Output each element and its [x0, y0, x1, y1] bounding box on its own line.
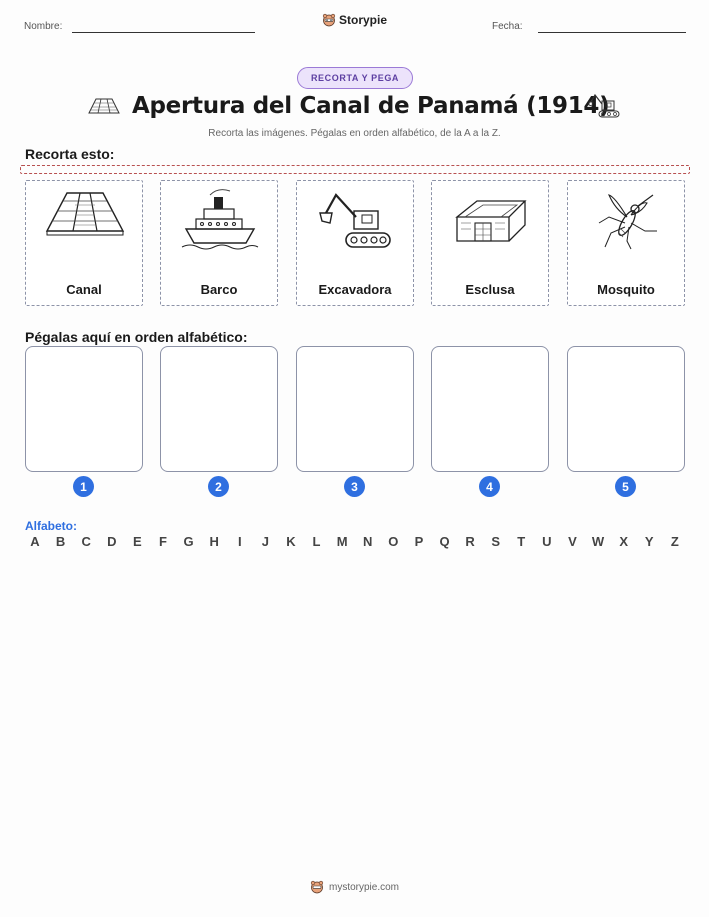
alphabet-letter: B — [55, 534, 66, 549]
name-field[interactable] — [72, 32, 255, 33]
name-label: Nombre: — [24, 21, 63, 32]
paste-section-label: Pégalas aquí en orden alfabético: — [25, 329, 248, 345]
alphabet-letter: N — [363, 534, 373, 549]
alphabet-letter: L — [312, 534, 321, 549]
brand-name: Storypie — [339, 13, 388, 27]
alphabet-letter: R — [465, 534, 475, 549]
alphabet-label: Alfabeto: — [25, 519, 77, 533]
paste-slot-4[interactable] — [431, 346, 549, 472]
alphabet-letter: S — [491, 534, 501, 549]
ship-icon — [180, 187, 260, 253]
instructions: Recorta las imágenes. Pégalas en orden alfabético, de la A a la Z. — [208, 128, 501, 139]
alphabet-letter: O — [388, 534, 399, 549]
alphabet-letter: H — [209, 534, 219, 549]
paste-slot-1[interactable] — [25, 346, 143, 472]
alphabet-letter: D — [107, 534, 117, 549]
alphabet-letter: E — [133, 534, 142, 549]
alphabet-letter: I — [237, 534, 242, 549]
card-label: Mosquito — [597, 282, 655, 297]
cut-card-mosquito[interactable] — [567, 180, 685, 306]
card-label: Canal — [66, 282, 102, 297]
card-label: Excavadora — [318, 282, 392, 297]
date-field[interactable] — [538, 32, 686, 33]
cut-card-esclusa[interactable] — [431, 180, 549, 306]
alphabet-letter: A — [30, 534, 40, 549]
slot-number-badge: 3 — [344, 476, 365, 497]
alphabet-row — [25, 534, 685, 549]
alphabet-letter: C — [81, 534, 91, 549]
cut-card-excavadora[interactable] — [296, 180, 414, 306]
slot-number-badge: 2 — [208, 476, 229, 497]
card-label: Esclusa — [465, 282, 515, 297]
date-label: Fecha: — [492, 21, 523, 32]
alphabet-letter: P — [414, 534, 424, 549]
page-title: Apertura del Canal de Panamá (1914) — [132, 93, 610, 119]
alphabet-letter: F — [158, 534, 167, 549]
alphabet-letter: V — [568, 534, 577, 549]
alphabet-letter: W — [591, 534, 605, 549]
alphabet-letter: U — [542, 534, 552, 549]
alphabet-letter: Z — [670, 534, 679, 549]
storypie-mascot-icon — [310, 880, 324, 894]
paste-slot-2[interactable] — [160, 346, 278, 472]
activity-badge: RECORTA Y PEGA — [297, 67, 413, 89]
slot-number-badge: 1 — [73, 476, 94, 497]
footer-url[interactable]: mystorypie.com — [328, 881, 399, 893]
alphabet-letter: Q — [439, 534, 450, 549]
cut-card-barco[interactable] — [160, 180, 278, 306]
storypie-mascot-icon — [322, 13, 336, 27]
alphabet-letter: X — [619, 534, 628, 549]
canal-icon — [45, 187, 125, 253]
cut-section-label: Recorta esto: — [25, 146, 115, 162]
alphabet-letter: T — [517, 534, 526, 549]
paste-slot-3[interactable] — [296, 346, 414, 472]
mosquito-icon — [587, 187, 667, 253]
alphabet-letter: Y — [644, 534, 654, 549]
paste-slot-5[interactable] — [567, 346, 685, 472]
card-label: Barco — [200, 282, 238, 297]
cut-line — [20, 165, 690, 174]
alphabet-letter: M — [336, 534, 348, 549]
slot-number-badge: 4 — [479, 476, 500, 497]
excavator-icon — [316, 187, 396, 253]
title-row — [0, 92, 709, 124]
slot-number-badge: 5 — [615, 476, 636, 497]
brand-logo — [322, 13, 387, 27]
alphabet-letter: K — [286, 534, 296, 549]
alphabet-letter: J — [261, 534, 269, 549]
cut-card-canal[interactable] — [25, 180, 143, 306]
canal-icon — [88, 97, 120, 115]
alphabet-letter: G — [183, 534, 194, 549]
footer — [0, 880, 709, 894]
lock-icon — [451, 187, 531, 253]
excavator-icon — [588, 92, 622, 120]
worksheet-header — [0, 0, 709, 50]
